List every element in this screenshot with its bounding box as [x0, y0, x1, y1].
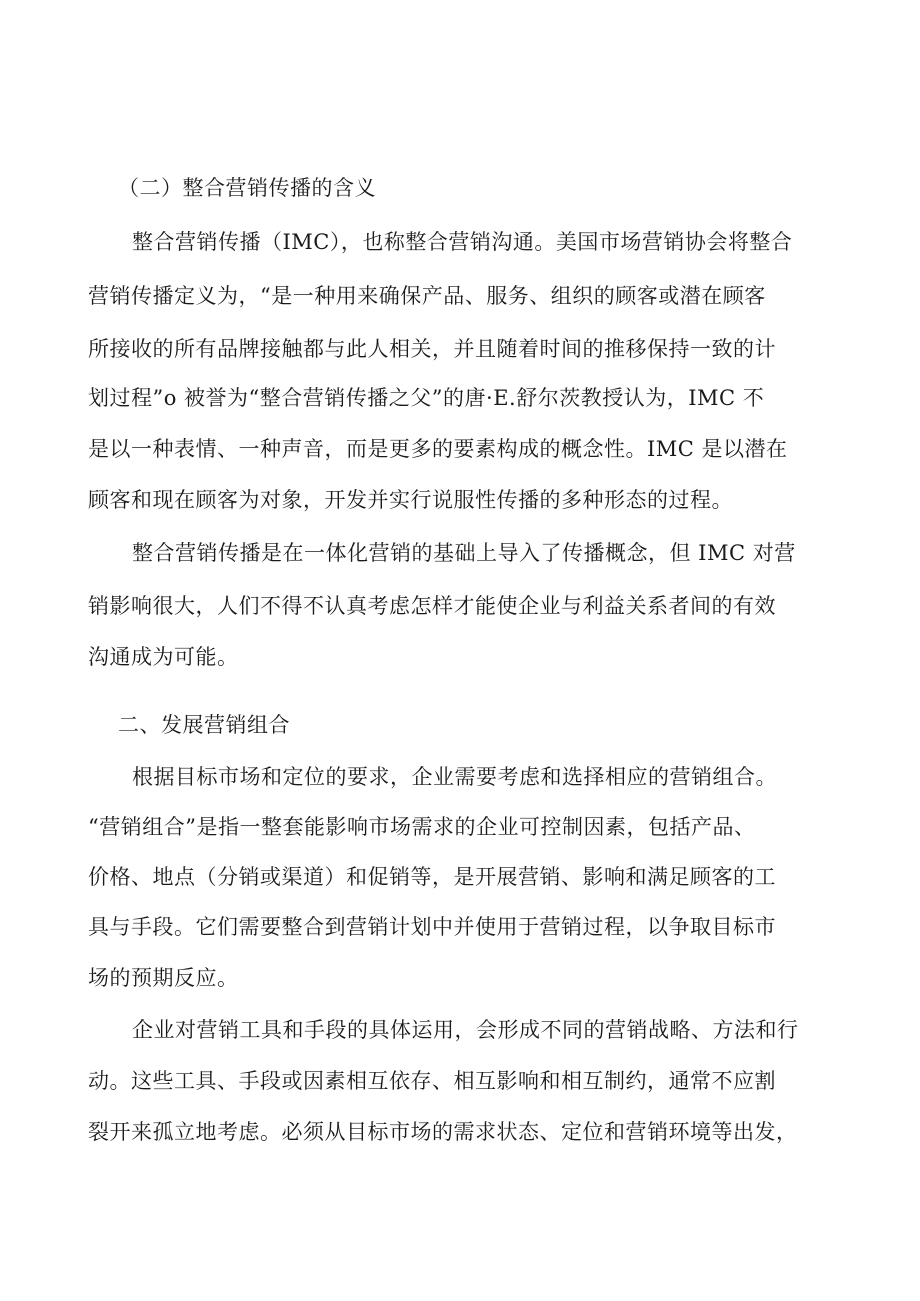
paragraph-line: 企业对营销工具和手段的具体运用，会形成不同的营销战略、方法和行	[132, 1018, 799, 1042]
section-heading: （二）整合营销传播的含义	[118, 176, 376, 200]
paragraph-line: 顾客和现在顾客为对象，开发并实行说服性传播的多种形态的过程。	[88, 488, 733, 512]
paragraph-line: 动。这些工具、手段或因素相互依存、相互影响和相互制约，通常不应割	[88, 1069, 776, 1093]
paragraph-line: “营销组合”是指一整套能影响市场需求的企业可控制因素，包括产品、	[88, 815, 756, 839]
paragraph-line: 场的预期反应。	[88, 966, 239, 990]
paragraph-line: 整合营销传播（IMC），也称整合营销沟通。美国市场营销协会将整合	[132, 230, 793, 254]
paragraph-line: 沟通成为可能。	[88, 645, 239, 669]
paragraph-line: 根据目标市场和定位的要求，企业需要考虑和选择相应的营销组合。	[132, 765, 777, 789]
paragraph-line: 所接收的所有品牌接触都与此人相关，并且随着时间的推移保持一致的计	[88, 337, 776, 361]
paragraph-line: 裂开来孤立地考虑。必须从目标市场的需求状态、定位和营销环境等出发，	[88, 1120, 798, 1144]
section-heading: 二、发展营销组合	[118, 713, 290, 737]
paragraph-line: 整合营销传播是在一体化营销的基础上导入了传播概念，但 IMC 对营	[132, 541, 796, 565]
paragraph-line: 营销传播定义为，“是一种用来确保产品、服务、组织的顾客或潜在顾客	[88, 284, 766, 308]
paragraph-line: 价格、地点（分销或渠道）和促销等，是开展营销、影响和满足顾客的工	[88, 865, 776, 889]
paragraph-line: 划过程”o 被誉为“整合营销传播之父”的唐·E.舒尔茨教授认为，IMC 不	[88, 386, 765, 410]
paragraph-line: 销影响很大，人们不得不认真考虑怎样才能使企业与利益关系者间的有效	[88, 594, 776, 618]
paragraph-line: 具与手段。它们需要整合到营销计划中并使用于营销过程，以争取目标市	[88, 915, 776, 939]
paragraph-line: 是以一种表情、一种声音，而是更多的要素构成的概念性。IMC 是以潜在	[88, 437, 788, 461]
